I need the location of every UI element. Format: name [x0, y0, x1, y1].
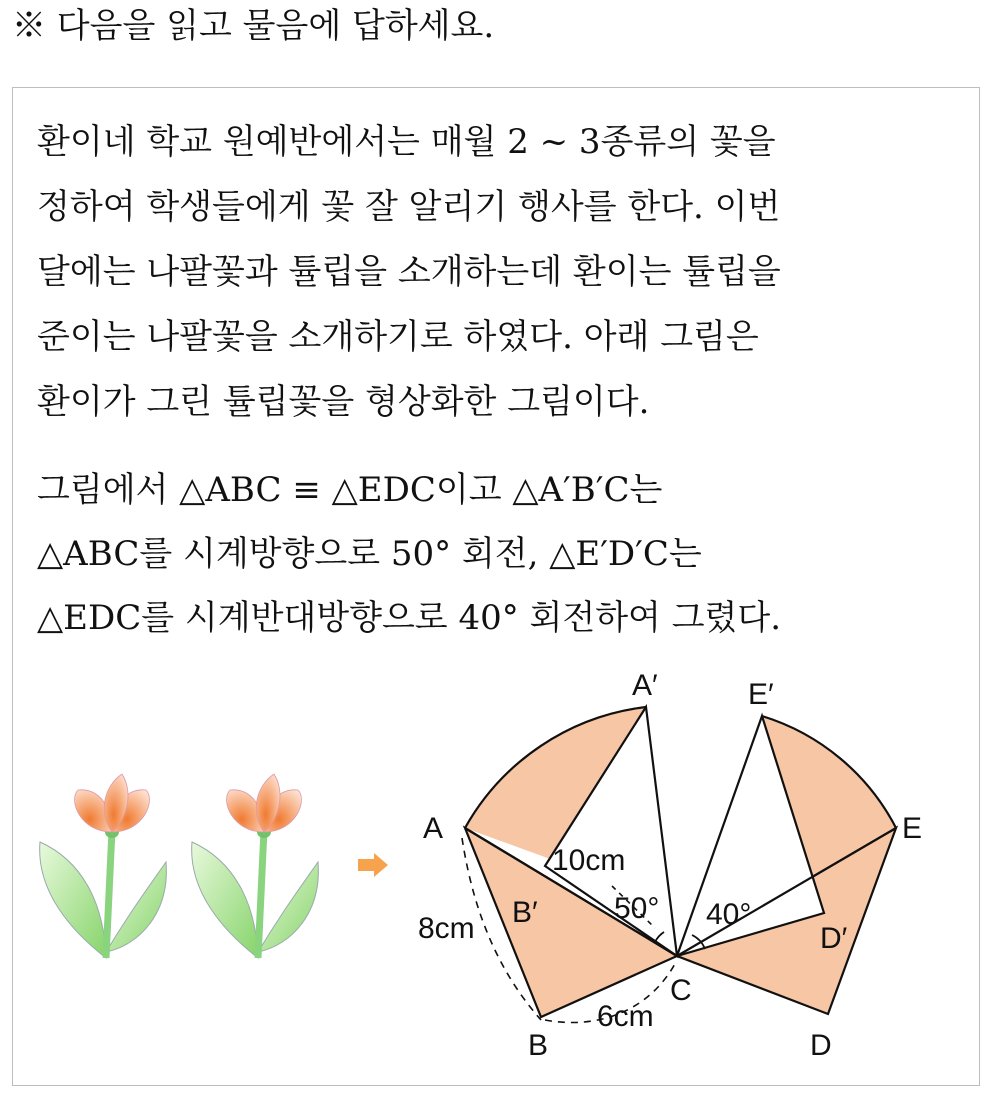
label-c: C: [670, 974, 692, 1007]
passage-line: 달에는 나팔꽃과 튤립을 소개하는데 환이는 튤립을: [37, 252, 781, 292]
condition-line: △EDC를 시계반대방향으로 40° 회전하여 그렸다.: [37, 598, 782, 638]
label-a: A: [423, 812, 444, 845]
label-d-prime: D′: [820, 922, 848, 955]
passage-line: 환이가 그린 튤립꽃을 형상화한 그림이다.: [37, 382, 650, 422]
passage-line: 환이네 학교 원예반에서는 매월 2 ~ 3종류의 꽃을: [37, 122, 776, 162]
tulip-icon: [192, 774, 319, 958]
angle-50-label: 50°: [614, 892, 660, 925]
label-b: B: [528, 1029, 549, 1062]
passage-line: 준이는 나팔꽃을 소개하기로 하였다. 아래 그림은: [37, 317, 759, 357]
label-e: E: [902, 812, 923, 845]
condition-line: △ABC를 시계방향으로 50° 회전, △E′D′C는: [37, 534, 702, 574]
instruction-header: ※ 다음을 읽고 물음에 답하세요.: [12, 6, 495, 46]
measure-ab: 8cm: [418, 912, 475, 945]
condition-line: 그림에서 △ABC ≡ △EDC이고 △A′B′C는: [37, 470, 663, 510]
label-d: D: [810, 1029, 832, 1062]
label-e-prime: E′: [748, 678, 774, 711]
tulip-icon: [40, 774, 167, 958]
label-a-prime: A′: [632, 669, 658, 702]
arrow-right-icon: [358, 853, 388, 877]
measure-ac: 10cm: [552, 844, 626, 877]
measure-bc: 6cm: [597, 1000, 654, 1033]
angle-40-label: 40°: [706, 898, 752, 931]
passage-line: 정하여 학생들에게 꽃 잘 알리기 행사를 한다. 이번: [37, 187, 781, 227]
label-b-prime: B′: [512, 896, 538, 929]
